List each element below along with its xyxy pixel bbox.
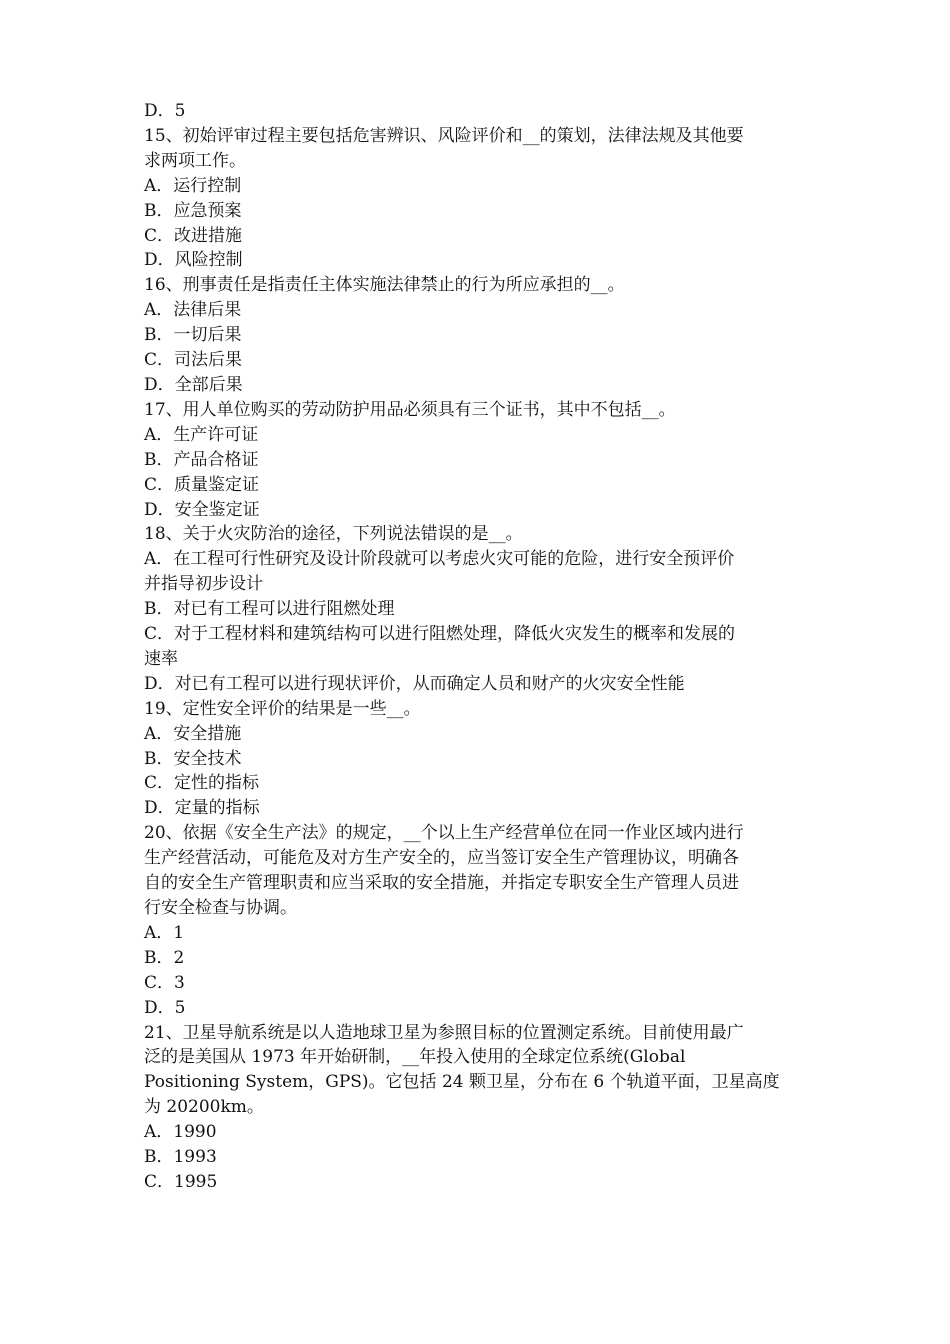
question-20-option-c: C．3 [144,972,185,993]
question-20-text-line-3: 自的安全生产管理职责和应当采取的安全措施，并指定专职安全生产管理人员进 [144,873,739,894]
question-16-option-c: C．司法后果 [144,350,243,371]
question-20-text-line-1: 20、依据《安全生产法》的规定，__个以上生产经营单位在同一作业区域内进行 [144,823,744,844]
question-20-option-a: A．1 [144,922,185,943]
question-15-text-line-2: 求两项工作。 [144,150,246,171]
option-d-prev: D．5 [144,101,186,121]
question-16-option-a: A．法律后果 [144,300,242,321]
question-15-option-c: C．改进措施 [144,225,243,246]
question-20-text-line-4: 行安全检查与协调。 [144,898,297,918]
question-15-text-line-1: 15、初始评审过程主要包括危害辨识、风险评价和__的策划，法律法规及其他要 [144,125,744,146]
question-17-text: 17、用人单位购买的劳动防护用品必须具有三个证书，其中不包括__。 [144,399,676,420]
question-16-option-d: D．全部后果 [144,374,243,395]
question-20-text-line-2: 生产经营活动，可能危及对方生产安全的，应当签订安全生产管理协议，明确各 [144,848,739,869]
question-19-option-c: C．定性的指标 [144,773,260,794]
question-18-option-c-line-1: C．对于工程材料和建筑结构可以进行阻燃处理，降低火灾发生的概率和发展的 [144,624,736,645]
question-20-option-d: D．5 [144,997,186,1018]
question-16-option-b: B．一切后果 [144,325,242,346]
question-19-option-a: A．安全措施 [144,723,242,744]
question-18-option-a-line-1: A．在工程可行性研究及设计阶段就可以考虑火灾可能的危险，进行安全预评价 [144,549,735,570]
question-21-option-c: C．1995 [144,1171,218,1192]
question-18-option-c-line-2: 速率 [144,648,178,669]
question-15-option-b: B．应急预案 [144,200,242,221]
question-19-option-d: D．定量的指标 [144,798,260,819]
question-17-option-d: D．安全鉴定证 [144,499,260,520]
document-page [144,99,810,1195]
question-19-text: 19、定性安全评价的结果是一些__。 [144,698,421,719]
question-18-text: 18、关于火灾防治的途径，下列说法错误的是__。 [144,524,523,545]
question-16-text: 16、刑事责任是指责任主体实施法律禁止的行为所应承担的__。 [144,275,625,296]
question-15-option-a: A．运行控制 [144,175,242,196]
question-21-text-line-3: Positioning System，GPS)。它包括 24 颗卫星，分布在 6 个轨道平面，卫星高度 [144,1072,780,1093]
question-21-text-line-4: 为 20200km。 [144,1097,264,1118]
question-21-option-a: A．1990 [144,1122,217,1143]
question-18-option-d: D．对已有工程可以进行现状评价，从而确定人员和财产的火灾安全性能 [144,673,685,694]
question-17-option-a: A．生产许可证 [144,424,259,445]
question-21-text-line-2: 泛的是美国从 1973 年开始研制，__年投入使用的全球定位系统(Global [144,1047,686,1068]
question-20-option-b: B．2 [144,947,185,968]
question-18-option-b: B．对已有工程可以进行阻燃处理 [144,599,395,620]
question-18-option-a-line-2: 并指导初步设计 [144,574,263,595]
question-15-option-d: D．风险控制 [144,250,243,271]
question-21-option-b: B．1993 [144,1147,217,1168]
question-21-text-line-1: 21、卫星导航系统是以人造地球卫星为参照目标的位置测定系统。目前使用最广 [144,1022,744,1043]
question-19-option-b: B．安全技术 [144,748,242,769]
question-17-option-c: C．质量鉴定证 [144,474,260,495]
question-17-option-b: B．产品合格证 [144,449,259,470]
